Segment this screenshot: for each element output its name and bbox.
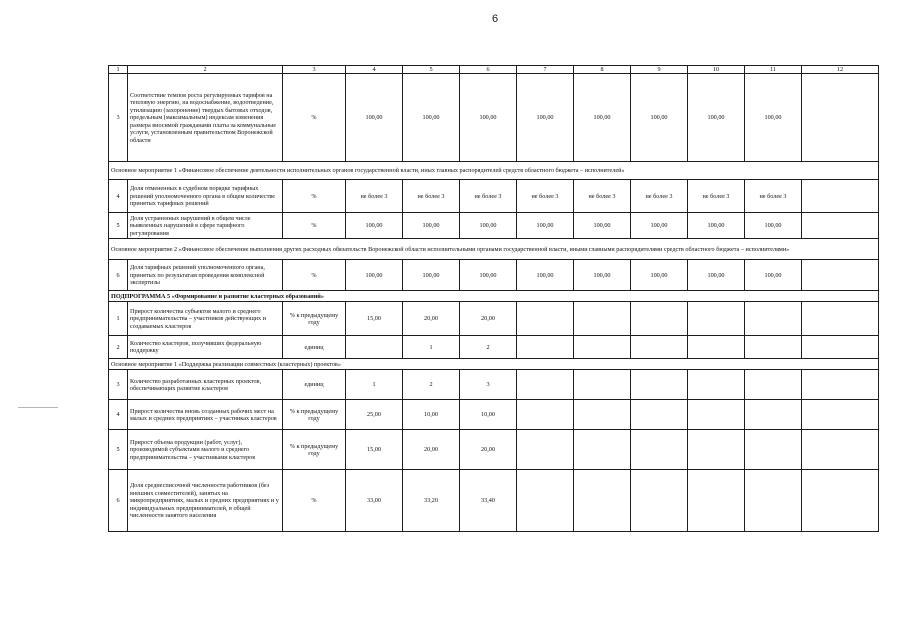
table-body: [109, 66, 879, 532]
unit-cell: % к предыдущему году: [283, 302, 346, 336]
value-cell: 100,00: [631, 74, 688, 162]
unit-cell: %: [283, 74, 346, 162]
indicator-name: Количество разработанных кластерных проектов, обеспечивающих развитие кластеров: [128, 370, 283, 400]
value-cell: 100,00: [460, 74, 517, 162]
value-cell: 100,00: [346, 213, 403, 239]
value-cell: [745, 302, 802, 336]
unit-cell: единиц: [283, 336, 346, 359]
column-number-cell: 4: [346, 66, 403, 74]
column-number-cell: 3: [283, 66, 346, 74]
value-cell: [574, 430, 631, 470]
row-number: 1: [109, 302, 128, 336]
unit-cell: %: [283, 213, 346, 239]
subprogram-row: [109, 291, 879, 302]
value-cell: 20,00: [460, 430, 517, 470]
unit-cell: единиц: [283, 370, 346, 400]
value-cell: [688, 470, 745, 532]
value-cell: [517, 470, 574, 532]
value-cell: не более 3: [574, 180, 631, 213]
value-cell: [688, 302, 745, 336]
value-cell: [745, 336, 802, 359]
value-cell: [802, 180, 879, 213]
indicator-name: Прирост количества вновь созданных рабочих мест на малых и средних предприятиях – участниках кластеров: [128, 400, 283, 430]
value-cell: [517, 302, 574, 336]
column-number-row: [109, 66, 879, 74]
row-number: 5: [109, 213, 128, 239]
value-cell: 25,00: [346, 400, 403, 430]
column-number-cell: 2: [128, 66, 283, 74]
unit-cell: %: [283, 260, 346, 291]
value-cell: не более 3: [745, 180, 802, 213]
indicator-name: Соответствие темпов роста регулируемых тарифов на тепловую энергию, на водоснабжение, водоотведение, утилизацию (захоронение) твердых бытовых отходов, предельным (максимальным) индексам изменения размера вносимой гражданами платы за коммунальные услуги, установленным правительством Воронежской области: [128, 74, 283, 162]
value-cell: не более 3: [346, 180, 403, 213]
indicator-row: [109, 302, 879, 336]
value-cell: 100,00: [403, 260, 460, 291]
indicator-row: [109, 400, 879, 430]
column-number-cell: 8: [574, 66, 631, 74]
value-cell: [574, 336, 631, 359]
value-cell: [688, 336, 745, 359]
value-cell: 20,00: [403, 302, 460, 336]
value-cell: 20,00: [460, 302, 517, 336]
measure-title: Основное мероприятие 2 «Финансовое обеспечение выполнения других расходных обязательств Воронежской области исполнительными органами государственной власти, иными главными распорядителями средств областного бюджета – исполнителями»: [109, 239, 879, 260]
unit-cell: % к предыдущему году: [283, 400, 346, 430]
value-cell: 100,00: [517, 213, 574, 239]
column-number-cell: 12: [802, 66, 879, 74]
value-cell: 1: [403, 336, 460, 359]
indicator-row: [109, 213, 879, 239]
indicator-row: [109, 336, 879, 359]
value-cell: [517, 370, 574, 400]
measure-title: Основное мероприятие 1 «Финансовое обеспечение деятельности исполнительных органов государственной власти, иных главных распорядителей средств областного бюджета – исполнителей»: [109, 162, 879, 180]
value-cell: [802, 370, 879, 400]
value-cell: [631, 302, 688, 336]
value-cell: [802, 336, 879, 359]
value-cell: 10,00: [403, 400, 460, 430]
column-number-cell: 1: [109, 66, 128, 74]
row-number: 5: [109, 430, 128, 470]
value-cell: 100,00: [346, 260, 403, 291]
value-cell: 10,00: [460, 400, 517, 430]
value-cell: 2: [460, 336, 517, 359]
indicator-name: Доля среднесписочной численности работников (без внешних совместителей), занятых на микропредприятиях, малых и средних предприятиях и у индивидуальных предпринимателей, в общей численности занятого населения: [128, 470, 283, 532]
row-number: 2: [109, 336, 128, 359]
value-cell: [745, 400, 802, 430]
measure-title: Основное мероприятие 1 «Поддержка реализации совместных (кластерных) проектов»: [109, 359, 879, 370]
value-cell: [745, 430, 802, 470]
indicators-table: [108, 65, 879, 532]
value-cell: 100,00: [346, 74, 403, 162]
value-cell: [688, 370, 745, 400]
unit-cell: % к предыдущему году: [283, 430, 346, 470]
value-cell: 100,00: [631, 260, 688, 291]
value-cell: [631, 400, 688, 430]
indicator-row: [109, 260, 879, 291]
indicator-name: Прирост объема продукции (работ, услуг), производимой субъектами малого и среднего предпринимательства – участниками кластеров: [128, 430, 283, 470]
value-cell: 100,00: [574, 74, 631, 162]
row-number: 6: [109, 260, 128, 291]
scan-artifact-line: [18, 407, 58, 408]
value-cell: [346, 336, 403, 359]
value-cell: [574, 370, 631, 400]
indicator-row: [109, 430, 879, 470]
value-cell: 100,00: [403, 213, 460, 239]
value-cell: [745, 470, 802, 532]
value-cell: [574, 302, 631, 336]
value-cell: [517, 400, 574, 430]
row-number: 4: [109, 180, 128, 213]
value-cell: [802, 302, 879, 336]
value-cell: 100,00: [517, 260, 574, 291]
value-cell: [631, 336, 688, 359]
subprogram-title: ПОДПРОГРАММА 5 «Формирование и развитие кластерных образований»: [109, 291, 879, 302]
row-number: 3: [109, 74, 128, 162]
value-cell: [688, 400, 745, 430]
row-number: 3: [109, 370, 128, 400]
row-number: 6: [109, 470, 128, 532]
value-cell: 15,00: [346, 302, 403, 336]
value-cell: [802, 260, 879, 291]
value-cell: [631, 430, 688, 470]
value-cell: 100,00: [574, 213, 631, 239]
value-cell: не более 3: [517, 180, 574, 213]
column-number-cell: 7: [517, 66, 574, 74]
indicator-row: [109, 470, 879, 532]
value-cell: 3: [460, 370, 517, 400]
value-cell: [631, 370, 688, 400]
value-cell: [802, 430, 879, 470]
value-cell: [574, 400, 631, 430]
value-cell: [517, 430, 574, 470]
column-number-cell: 5: [403, 66, 460, 74]
indicator-row: [109, 74, 879, 162]
measure-row: [109, 239, 879, 260]
column-number-cell: 9: [631, 66, 688, 74]
value-cell: 2: [403, 370, 460, 400]
value-cell: 100,00: [517, 74, 574, 162]
value-cell: 100,00: [745, 260, 802, 291]
indicator-row: [109, 370, 879, 400]
value-cell: [631, 470, 688, 532]
value-cell: не более 3: [631, 180, 688, 213]
column-number-cell: 11: [745, 66, 802, 74]
value-cell: 100,00: [688, 74, 745, 162]
value-cell: 33,20: [403, 470, 460, 532]
row-number: 4: [109, 400, 128, 430]
value-cell: 100,00: [745, 213, 802, 239]
value-cell: [517, 336, 574, 359]
column-number-cell: 6: [460, 66, 517, 74]
value-cell: не более 3: [403, 180, 460, 213]
indicator-name: Доля тарифных решений уполномоченного органа, принятых по результатам проведения комплексной экспертизы: [128, 260, 283, 291]
value-cell: 33,40: [460, 470, 517, 532]
unit-cell: %: [283, 180, 346, 213]
value-cell: 100,00: [688, 213, 745, 239]
measure-row: [109, 359, 879, 370]
indicator-row: [109, 180, 879, 213]
indicator-name: Количество кластеров, получивших федеральную поддержку: [128, 336, 283, 359]
indicator-name: Доля устраненных нарушений в общем числе выявленных нарушений в сфере тарифного регулирования: [128, 213, 283, 239]
value-cell: 15,00: [346, 430, 403, 470]
value-cell: [688, 430, 745, 470]
value-cell: 100,00: [631, 213, 688, 239]
indicator-name: Доля отмененных в судебном порядке тарифных решений уполномоченного органа в общем количестве принятых тарифных решений: [128, 180, 283, 213]
value-cell: 100,00: [403, 74, 460, 162]
value-cell: 100,00: [745, 74, 802, 162]
page-number: 6: [491, 13, 499, 25]
indicator-name: Прирост количества субъектов малого и среднего предпринимательства – участников действующих и создаваемых кластеров: [128, 302, 283, 336]
value-cell: 100,00: [460, 260, 517, 291]
value-cell: [574, 470, 631, 532]
value-cell: 100,00: [688, 260, 745, 291]
value-cell: [745, 370, 802, 400]
value-cell: [802, 470, 879, 532]
value-cell: 33,00: [346, 470, 403, 532]
value-cell: [802, 213, 879, 239]
value-cell: [802, 74, 879, 162]
value-cell: [802, 400, 879, 430]
value-cell: 100,00: [460, 213, 517, 239]
value-cell: 100,00: [574, 260, 631, 291]
value-cell: не более 3: [460, 180, 517, 213]
unit-cell: %: [283, 470, 346, 532]
value-cell: не более 3: [688, 180, 745, 213]
measure-row: [109, 162, 879, 180]
column-number-cell: 10: [688, 66, 745, 74]
value-cell: 20,00: [403, 430, 460, 470]
value-cell: 1: [346, 370, 403, 400]
